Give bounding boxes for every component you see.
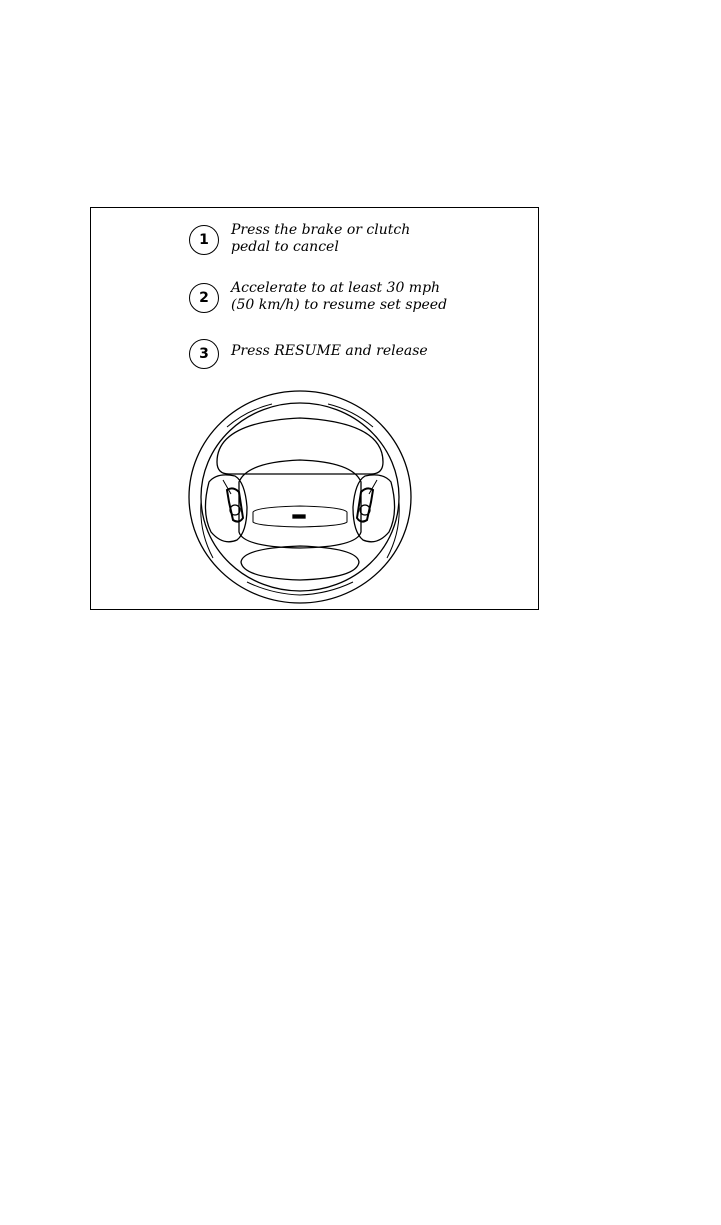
- brand-emblem: [293, 515, 305, 518]
- wheel-rim-inner: [201, 403, 399, 591]
- wheel-hub: [239, 460, 361, 548]
- step-1-text: [231, 222, 410, 256]
- step-2-text: [231, 280, 447, 314]
- step-2-line-1: Accelerate to at least 30 mph: [231, 280, 441, 296]
- step-1-line-1: Press the brake or clutch: [231, 222, 411, 238]
- step-3-number: 3: [189, 339, 219, 369]
- step-2-number: 2: [189, 283, 219, 313]
- wheel-upper-grip: [217, 418, 383, 474]
- wheel-rim-outer: [189, 391, 411, 603]
- steering-wheel-illustration: [187, 382, 413, 604]
- cruise-control-figure: [90, 207, 539, 610]
- step-2-line-2: (50 km/h) to resume set speed: [231, 297, 448, 313]
- step-3-line-1: Press RESUME and release: [231, 343, 428, 359]
- step-1: [189, 222, 410, 256]
- step-1-number: 1: [189, 225, 219, 255]
- step-2: [189, 280, 447, 314]
- step-3-text: [231, 343, 428, 360]
- wheel-lower-grip: [241, 546, 359, 580]
- step-1-line-2: pedal to cancel: [231, 239, 339, 255]
- step-3: [189, 336, 428, 369]
